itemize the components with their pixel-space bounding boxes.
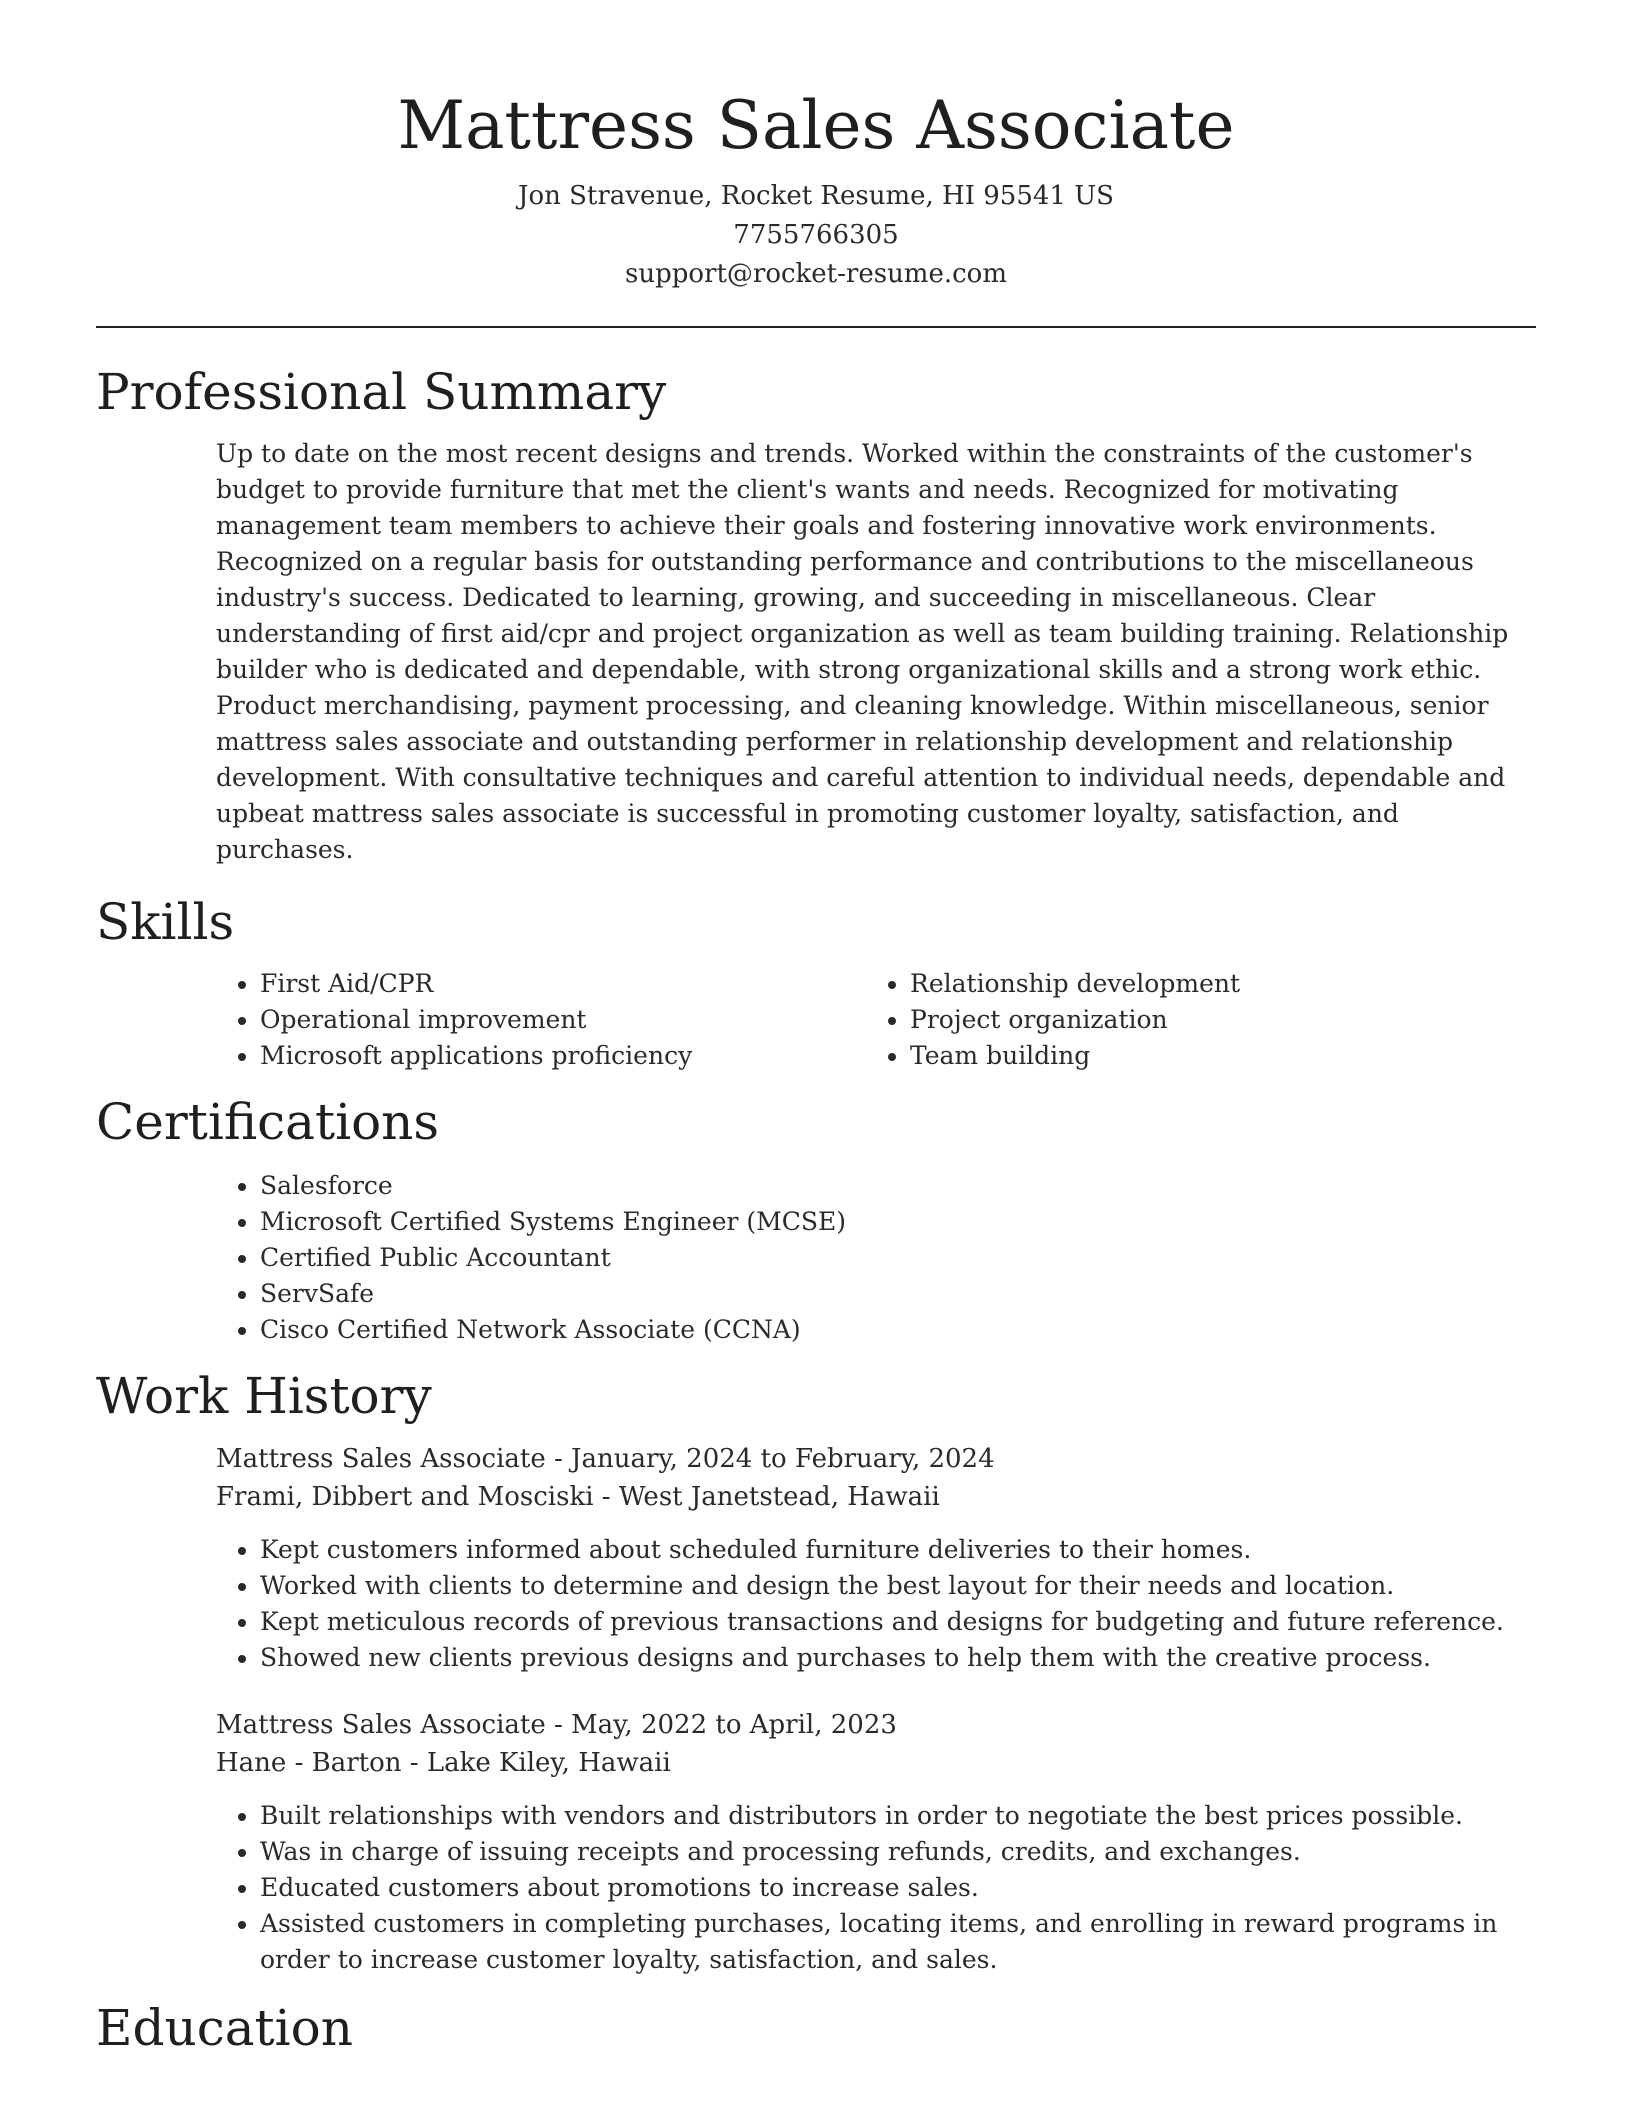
resume-page bbox=[96, 0, 1536, 2058]
summary-text: Up to date on the most recent designs and trends. Worked within the constraints of the customer's budget to provide furniture that met the client's wants and needs. Recognized for motivating management team members to achieve their goals and fostering innovative work environments. Recognized on a regular basis for outstanding performance and contributions to the miscellaneous industry's success. Dedicated to learning, growing, and succeeding in miscellaneous. Clear understanding of first aid/cpr and project organization as well as team building training. Relationship builder who is dedicated and dependable, with strong organizational skills and a strong work ethic. Product merchandising, payment processing, and cleaning knowledge. Within miscellaneous, senior mattress sales associate and outstanding performer in relationship development and relationship development. With consultative techniques and careful attention to individual needs, dependable and upbeat mattress sales associate is successful in promoting customer loyalty, satisfaction, and purchases. bbox=[216, 439, 1509, 864]
skill-item: • Project organization bbox=[910, 1002, 1516, 1038]
job-duty-item: • Worked with clients to determine and design the best layout for their needs and location. bbox=[260, 1568, 1536, 1604]
job-title-line: Mattress Sales Associate - May, 2022 to April, 2023 bbox=[216, 1710, 897, 1740]
resume-name: Mattress Sales Associate bbox=[397, 87, 1235, 164]
certification-item: • Microsoft Certified Systems Engineer (MCSE) bbox=[260, 1204, 1536, 1240]
skills-column-right bbox=[866, 966, 1516, 1074]
skills-list bbox=[216, 966, 1536, 1074]
header-divider bbox=[96, 326, 1536, 328]
certification-item: • Cisco Certified Network Associate (CCNA) bbox=[260, 1312, 1536, 1348]
summary-heading: Professional Summary bbox=[96, 363, 667, 421]
job-duty-item: • Assisted customers in completing purchases, locating items, and enrolling in reward programs in order to increase customer loyalty, satisfaction, and sales. bbox=[260, 1906, 1536, 1978]
contact-address: Jon Stravenue, Rocket Resume, HI 95541 US bbox=[518, 181, 1114, 211]
job-duty-item: • Built relationships with vendors and distributors in order to negotiate the best prices possible. bbox=[260, 1798, 1536, 1834]
job-duties bbox=[216, 1532, 1536, 1676]
job-duty-item: • Showed new clients previous designs and purchases to help them with the creative process. bbox=[260, 1640, 1536, 1676]
job-entry bbox=[216, 1440, 1536, 1676]
contact-info bbox=[96, 177, 1536, 294]
skill-item: • Relationship development bbox=[910, 966, 1516, 1002]
certifications-list bbox=[216, 1168, 1536, 1348]
skill-item: • First Aid/CPR bbox=[260, 966, 866, 1002]
education-heading: Education bbox=[96, 1999, 353, 2057]
job-duty-item: • Educated customers about promotions to increase sales. bbox=[260, 1870, 1536, 1906]
certifications-heading: Certifications bbox=[96, 1093, 440, 1151]
job-duty-item: • Kept customers informed about scheduled furniture deliveries to their homes. bbox=[260, 1532, 1536, 1568]
skills-column-left bbox=[216, 966, 866, 1074]
resume-header bbox=[96, 0, 1536, 294]
job-company-line: Frami, Dibbert and Mosciski - West Janetstead, Hawaii bbox=[216, 1482, 940, 1512]
job-duty-item: • Was in charge of issuing receipts and processing refunds, credits, and exchanges. bbox=[260, 1834, 1536, 1870]
skills-heading: Skills bbox=[96, 893, 235, 951]
skill-item: • Operational improvement bbox=[260, 1002, 866, 1038]
certification-item: • Certified Public Accountant bbox=[260, 1240, 1536, 1276]
job-duties bbox=[216, 1798, 1536, 1978]
skill-item: • Team building bbox=[910, 1038, 1516, 1074]
contact-email: support@rocket-resume.com bbox=[624, 259, 1007, 289]
job-duty-item: • Kept meticulous records of previous transactions and designs for budgeting and future reference. bbox=[260, 1604, 1536, 1640]
work-history-heading: Work History bbox=[96, 1367, 432, 1425]
contact-phone: 7755766305 bbox=[733, 220, 899, 250]
job-entry bbox=[216, 1706, 1536, 1978]
job-title-line: Mattress Sales Associate - January, 2024 to February, 2024 bbox=[216, 1444, 995, 1474]
skill-item: • Microsoft applications proficiency bbox=[260, 1038, 866, 1074]
certification-item: • Salesforce bbox=[260, 1168, 1536, 1204]
job-company-line: Hane - Barton - Lake Kiley, Hawaii bbox=[216, 1748, 671, 1778]
certification-item: • ServSafe bbox=[260, 1276, 1536, 1312]
